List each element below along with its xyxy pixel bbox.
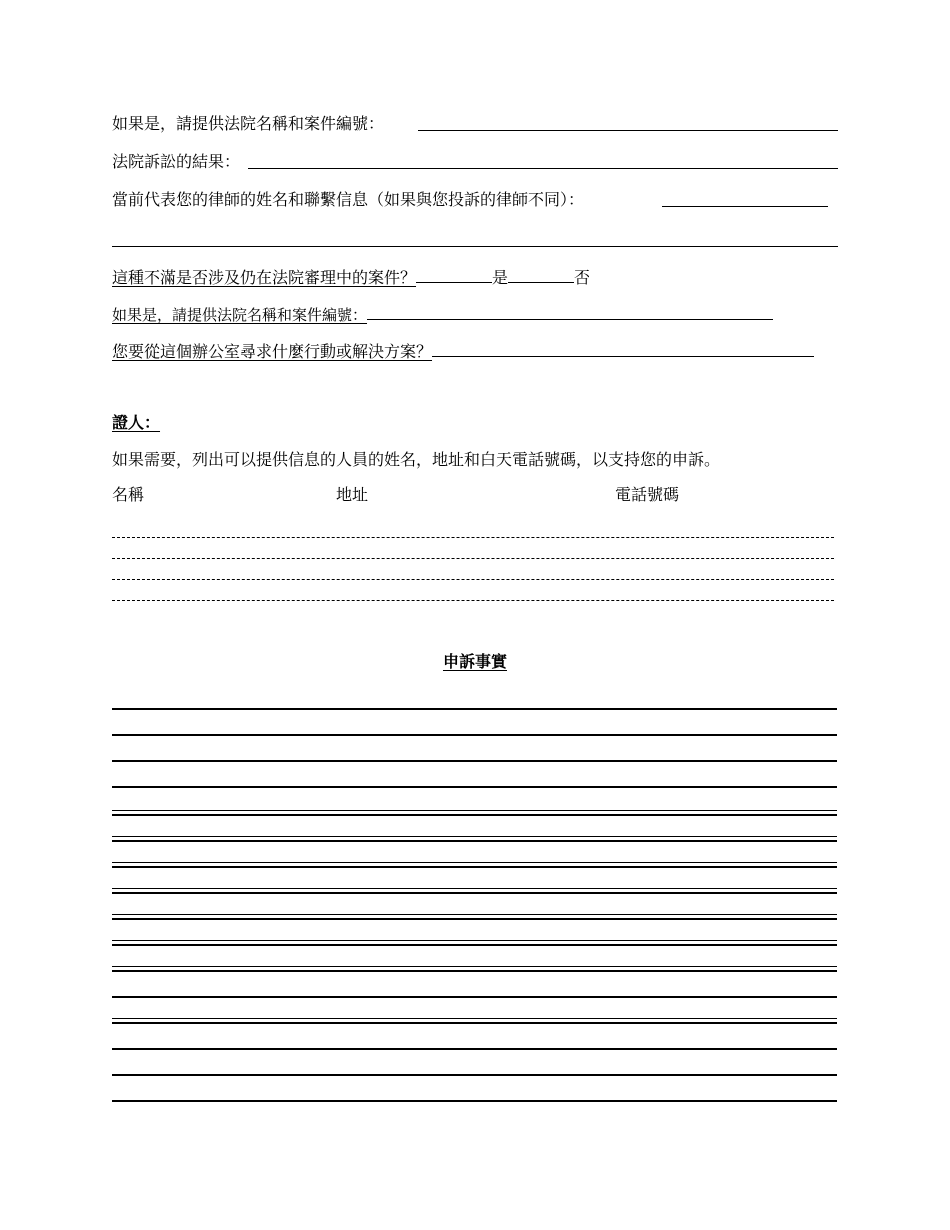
resolution-row (112, 342, 814, 362)
pending-court-case-input[interactable] (367, 305, 773, 320)
facts-line[interactable] (112, 970, 837, 972)
facts-line[interactable] (112, 918, 837, 920)
facts-line[interactable] (112, 888, 837, 889)
facts-line[interactable] (112, 786, 837, 788)
column-header-name: 名稱 (112, 485, 145, 504)
pending-case-row (112, 268, 590, 288)
facts-line[interactable] (112, 1018, 837, 1019)
facts-line[interactable] (112, 866, 837, 868)
witness-entry-line-1[interactable] (112, 537, 834, 538)
current-lawyer-input-line-2[interactable] (112, 246, 838, 247)
witness-entry-line-4[interactable] (112, 600, 834, 601)
current-lawyer-input-line[interactable] (662, 206, 828, 207)
litigation-result-row (112, 152, 240, 172)
no-checkbox-blank[interactable] (508, 268, 574, 283)
no-label: 否 (574, 268, 591, 287)
witness-entry-line-2[interactable] (112, 558, 834, 559)
witnesses-instruction: 如果需要，列出可以提供信息的人員的姓名，地址和白天電話號碼，以支持您的申訴。 (112, 450, 721, 469)
facts-line[interactable] (112, 996, 837, 998)
litigation-result-label: 法院訴訟的結果： (112, 152, 241, 171)
pending-case-question: 這種不滿是否涉及仍在法院審理中的案件？ (112, 268, 417, 287)
facts-line[interactable] (112, 944, 837, 946)
current-lawyer-label: 當前代表您的律師的姓名和聯繫信息（如果與您投訴的律師不同）： (112, 190, 585, 209)
facts-line[interactable] (112, 1074, 837, 1076)
yes-label: 是 (492, 268, 509, 287)
facts-line[interactable] (112, 966, 837, 967)
resolution-label: 您要從這個辦公室尋求什麼行動或解決方案？ (112, 342, 433, 361)
facts-heading: 申訴事實 (442, 652, 507, 671)
facts-line[interactable] (112, 1022, 837, 1024)
facts-line[interactable] (112, 914, 837, 915)
facts-line[interactable] (112, 862, 837, 863)
litigation-result-input-line[interactable] (248, 168, 838, 169)
facts-line[interactable] (112, 892, 837, 894)
facts-line[interactable] (112, 840, 837, 842)
resolution-input[interactable] (432, 342, 814, 357)
court-case-input-line[interactable] (418, 130, 838, 131)
yes-checkbox-blank[interactable] (436, 268, 492, 283)
facts-line[interactable] (112, 814, 837, 816)
current-lawyer-row (112, 190, 584, 210)
column-header-phone: 電話號碼 (615, 485, 680, 504)
column-header-address: 地址 (336, 485, 369, 504)
facts-line[interactable] (112, 1100, 837, 1102)
pending-court-case-row (112, 305, 773, 325)
facts-line[interactable] (112, 708, 837, 710)
facts-line[interactable] (112, 810, 837, 811)
facts-line[interactable] (112, 940, 837, 941)
facts-line[interactable] (112, 760, 837, 762)
witnesses-heading: 證人： (112, 413, 161, 432)
court-case-label: 如果是，請提供法院名稱和案件編號： (112, 114, 385, 133)
facts-line[interactable] (112, 1048, 837, 1050)
facts-line[interactable] (112, 734, 837, 736)
pending-case-gap (416, 268, 436, 283)
witness-entry-line-3[interactable] (112, 579, 834, 580)
facts-line[interactable] (112, 836, 837, 837)
court-case-field-row (112, 114, 384, 134)
pending-court-case-label: 如果是，請提供法院名稱和案件編號： (112, 306, 368, 324)
